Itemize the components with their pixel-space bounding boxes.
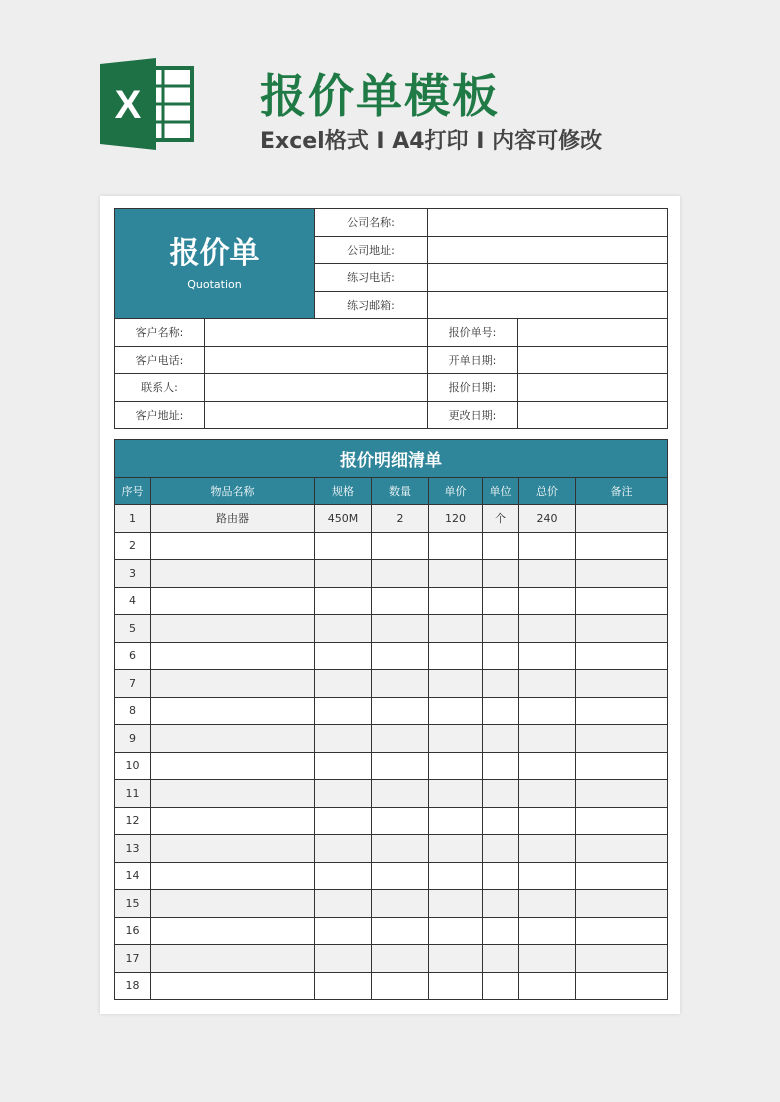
cell-item-name[interactable] (151, 862, 315, 890)
customer-name-label: 客户名称: (115, 319, 205, 347)
cell-spec[interactable] (315, 890, 372, 918)
quote-date-label: 报价日期: (428, 374, 518, 402)
cell-total[interactable] (519, 917, 576, 945)
cell-quantity[interactable] (372, 532, 429, 560)
cell-serial: 10 (115, 752, 151, 780)
cell-item-name[interactable] (151, 752, 315, 780)
cell-total[interactable] (519, 945, 576, 973)
cell-serial: 1 (115, 505, 151, 533)
cell-serial: 2 (115, 532, 151, 560)
cell-total[interactable] (519, 807, 576, 835)
table-row (115, 972, 668, 1000)
cell-remark[interactable] (576, 780, 668, 808)
customer-name-field[interactable] (205, 319, 428, 347)
cell-unit-price[interactable]: 120 (429, 505, 483, 533)
contact-email-field[interactable] (428, 291, 668, 319)
cell-unit-price[interactable] (429, 917, 483, 945)
cell-unit-price[interactable] (429, 807, 483, 835)
cell-total[interactable] (519, 587, 576, 615)
cell-spec[interactable] (315, 587, 372, 615)
cell-spec[interactable] (315, 642, 372, 670)
cell-unit[interactable] (483, 670, 519, 698)
cell-remark[interactable] (576, 505, 668, 533)
cell-unit-price[interactable] (429, 945, 483, 973)
cell-spec[interactable] (315, 560, 372, 588)
cell-item-name[interactable]: 路由器 (151, 505, 315, 533)
cell-quantity[interactable] (372, 587, 429, 615)
cell-unit[interactable] (483, 917, 519, 945)
cell-quantity[interactable] (372, 780, 429, 808)
cell-item-name[interactable] (151, 697, 315, 725)
table-row (115, 862, 668, 890)
table-row (115, 725, 668, 753)
cell-spec[interactable] (315, 917, 372, 945)
cell-item-name[interactable] (151, 725, 315, 753)
cell-unit-price[interactable] (429, 532, 483, 560)
cell-spec[interactable] (315, 670, 372, 698)
cell-item-name[interactable] (151, 642, 315, 670)
cell-quantity[interactable] (372, 917, 429, 945)
column-header-quantity: 数量 (372, 478, 429, 505)
cell-spec[interactable] (315, 532, 372, 560)
cell-unit[interactable] (483, 615, 519, 643)
page-header (0, 0, 780, 190)
cell-total[interactable] (519, 725, 576, 753)
cell-serial: 17 (115, 945, 151, 973)
column-header-remark: 备注 (576, 478, 668, 505)
contact-phone-field[interactable] (428, 264, 668, 292)
cell-item-name[interactable] (151, 807, 315, 835)
cell-unit[interactable] (483, 945, 519, 973)
brand-cell (115, 209, 315, 319)
quote-number-label: 报价单号: (428, 319, 518, 347)
cell-serial: 3 (115, 560, 151, 588)
cell-spec[interactable] (315, 780, 372, 808)
table-row (115, 670, 668, 698)
issue-date-field[interactable] (518, 346, 668, 374)
cell-remark[interactable] (576, 670, 668, 698)
cell-unit-price[interactable] (429, 615, 483, 643)
issue-date-label: 开单日期: (428, 346, 518, 374)
change-date-label: 更改日期: (428, 401, 518, 429)
cell-item-name[interactable] (151, 615, 315, 643)
cell-unit[interactable] (483, 642, 519, 670)
cell-quantity[interactable] (372, 890, 429, 918)
cell-remark[interactable] (576, 862, 668, 890)
cell-remark[interactable] (576, 945, 668, 973)
contact-email-label: 练习邮箱: (315, 291, 428, 319)
cell-unit-price[interactable] (429, 587, 483, 615)
cell-item-name[interactable] (151, 917, 315, 945)
cell-total[interactable] (519, 642, 576, 670)
cell-remark[interactable] (576, 587, 668, 615)
table-row (115, 642, 668, 670)
cell-unit-price[interactable] (429, 835, 483, 863)
detail-header-row (115, 478, 668, 505)
cell-item-name[interactable] (151, 670, 315, 698)
cell-serial: 8 (115, 697, 151, 725)
cell-item-name[interactable] (151, 890, 315, 918)
table-row (115, 560, 668, 588)
cell-serial: 16 (115, 917, 151, 945)
cell-remark[interactable] (576, 697, 668, 725)
cell-unit[interactable] (483, 780, 519, 808)
cell-unit[interactable] (483, 560, 519, 588)
cell-unit-price[interactable] (429, 670, 483, 698)
cell-spec[interactable] (315, 862, 372, 890)
column-header-serial: 序号 (115, 478, 151, 505)
cell-quantity[interactable] (372, 862, 429, 890)
cell-total[interactable] (519, 560, 576, 588)
table-row (115, 835, 668, 863)
cell-unit[interactable] (483, 807, 519, 835)
brand-title: 报价单 (169, 236, 260, 271)
cell-unit[interactable] (483, 752, 519, 780)
cell-total[interactable] (519, 835, 576, 863)
table-row (115, 780, 668, 808)
cell-unit-price[interactable] (429, 725, 483, 753)
cell-remark[interactable] (576, 807, 668, 835)
company-address-label: 公司地址: (315, 236, 428, 264)
cell-remark[interactable] (576, 752, 668, 780)
customer-phone-label: 客户电话: (115, 346, 205, 374)
cell-total[interactable] (519, 780, 576, 808)
cell-total[interactable] (519, 697, 576, 725)
column-header-spec: 规格 (315, 478, 372, 505)
quote-number-field[interactable] (518, 319, 668, 347)
table-row (115, 505, 668, 533)
cell-unit[interactable] (483, 725, 519, 753)
cell-serial: 15 (115, 890, 151, 918)
cell-item-name[interactable] (151, 532, 315, 560)
cell-unit-price[interactable] (429, 560, 483, 588)
cell-serial: 18 (115, 972, 151, 1000)
cell-spec[interactable] (315, 835, 372, 863)
cell-serial: 11 (115, 780, 151, 808)
cell-remark[interactable] (576, 972, 668, 1000)
cell-spec[interactable]: 450M (315, 505, 372, 533)
cell-quantity[interactable] (372, 807, 429, 835)
cell-spec[interactable] (315, 972, 372, 1000)
cell-remark[interactable] (576, 917, 668, 945)
change-date-field[interactable] (518, 401, 668, 429)
cell-item-name[interactable] (151, 780, 315, 808)
contact-person-label: 联系人: (115, 374, 205, 402)
company-address-field[interactable] (428, 236, 668, 264)
table-row (115, 615, 668, 643)
column-header-item-name: 物品名称 (151, 478, 315, 505)
cell-serial: 5 (115, 615, 151, 643)
column-header-unit: 单位 (483, 478, 519, 505)
cell-item-name[interactable] (151, 587, 315, 615)
table-row (115, 945, 668, 973)
company-name-field[interactable] (428, 209, 668, 237)
cell-remark[interactable] (576, 615, 668, 643)
cell-spec[interactable] (315, 807, 372, 835)
cell-unit[interactable] (483, 697, 519, 725)
cell-unit-price[interactable] (429, 890, 483, 918)
cell-unit[interactable] (483, 532, 519, 560)
cell-total[interactable] (519, 615, 576, 643)
cell-spec[interactable] (315, 697, 372, 725)
cell-item-name[interactable] (151, 560, 315, 588)
cell-unit-price[interactable] (429, 972, 483, 1000)
cell-serial: 6 (115, 642, 151, 670)
cell-serial: 9 (115, 725, 151, 753)
cell-unit[interactable]: 个 (483, 505, 519, 533)
quotation-sheet (100, 196, 680, 1014)
cell-unit[interactable] (483, 972, 519, 1000)
customer-phone-field[interactable] (205, 346, 428, 374)
cell-total[interactable]: 240 (519, 505, 576, 533)
cell-unit-price[interactable] (429, 642, 483, 670)
column-header-total: 总价 (519, 478, 576, 505)
detail-table (114, 439, 668, 1000)
cell-quantity[interactable] (372, 972, 429, 1000)
cell-quantity[interactable] (372, 725, 429, 753)
cell-serial: 14 (115, 862, 151, 890)
cell-unit[interactable] (483, 835, 519, 863)
cell-remark[interactable] (576, 642, 668, 670)
table-row (115, 587, 668, 615)
cell-quantity[interactable] (372, 835, 429, 863)
cell-item-name[interactable] (151, 972, 315, 1000)
cell-unit[interactable] (483, 587, 519, 615)
cell-remark[interactable] (576, 725, 668, 753)
cell-unit-price[interactable] (429, 697, 483, 725)
table-row (115, 917, 668, 945)
cell-total[interactable] (519, 972, 576, 1000)
cell-unit[interactable] (483, 890, 519, 918)
cell-total[interactable] (519, 670, 576, 698)
cell-unit[interactable] (483, 862, 519, 890)
cell-quantity[interactable] (372, 752, 429, 780)
customer-address-label: 客户地址: (115, 401, 205, 429)
column-header-unit-price: 单价 (429, 478, 483, 505)
table-row (115, 532, 668, 560)
cell-total[interactable] (519, 752, 576, 780)
cell-serial: 12 (115, 807, 151, 835)
cell-unit-price[interactable] (429, 862, 483, 890)
company-name-label: 公司名称: (315, 209, 428, 237)
page-title: 报价单模板 (260, 69, 500, 123)
table-row (115, 807, 668, 835)
cell-serial: 13 (115, 835, 151, 863)
cell-total[interactable] (519, 890, 576, 918)
cell-total[interactable] (519, 532, 576, 560)
customer-info-table (114, 318, 668, 429)
cell-remark[interactable] (576, 835, 668, 863)
cell-quantity[interactable] (372, 642, 429, 670)
cell-spec[interactable] (315, 945, 372, 973)
cell-total[interactable] (519, 862, 576, 890)
cell-spec[interactable] (315, 752, 372, 780)
contact-phone-label: 练习电话: (315, 264, 428, 292)
excel-logo-letter: X (114, 83, 142, 127)
company-info-table (114, 208, 668, 319)
cell-unit-price[interactable] (429, 780, 483, 808)
table-row (115, 752, 668, 780)
cell-serial: 7 (115, 670, 151, 698)
quote-date-field[interactable] (518, 374, 668, 402)
cell-quantity[interactable] (372, 560, 429, 588)
table-row (115, 697, 668, 725)
cell-remark[interactable] (576, 560, 668, 588)
cell-spec[interactable] (315, 725, 372, 753)
cell-quantity[interactable] (372, 945, 429, 973)
table-row (115, 890, 668, 918)
contact-person-field[interactable] (205, 374, 428, 402)
detail-caption: 报价明细清单 (115, 440, 668, 478)
cell-quantity[interactable] (372, 615, 429, 643)
cell-spec[interactable] (315, 615, 372, 643)
cell-remark[interactable] (576, 532, 668, 560)
page-subtitle: Excel格式 I A4打印 I 内容可修改 (260, 129, 603, 154)
cell-quantity[interactable]: 2 (372, 505, 429, 533)
cell-quantity[interactable] (372, 670, 429, 698)
brand-subtitle: Quotation (187, 278, 242, 291)
cell-quantity[interactable] (372, 697, 429, 725)
customer-address-field[interactable] (205, 401, 428, 429)
cell-serial: 4 (115, 587, 151, 615)
cell-remark[interactable] (576, 890, 668, 918)
cell-item-name[interactable] (151, 835, 315, 863)
excel-logo-icon (100, 58, 198, 150)
cell-item-name[interactable] (151, 945, 315, 973)
cell-unit-price[interactable] (429, 752, 483, 780)
